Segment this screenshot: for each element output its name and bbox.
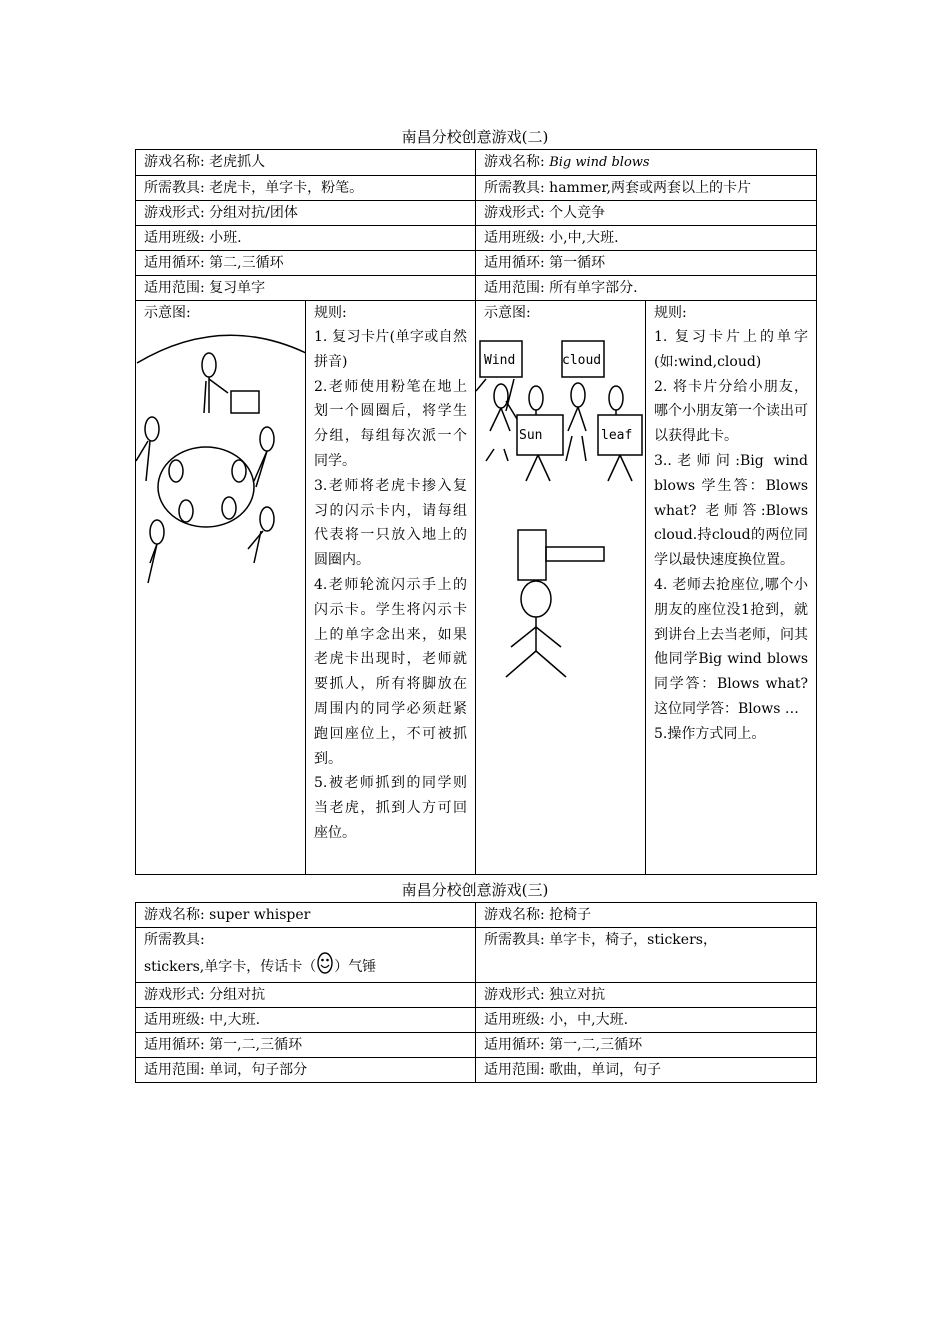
game1-rule-4: 4.老师轮流闪示手上的闪示卡。学生将闪示卡上的单字念出来，如果老虎卡出现时，老师就要抓人，所有将脚放在周围内的同学必须赶紧跑回座位上，不可被抓到。 [314, 576, 468, 767]
game4-materials: 所需教具: 单字卡，椅子，stickers， [476, 928, 817, 983]
game3-cycle: 适用循环: 第一,二,三循环 [136, 1033, 476, 1058]
card-sun-label: Sun [519, 428, 543, 443]
game2-rule-4: 4. 老师去抢座位,哪个小朋友的座位没1抢到，就到讲台上去当老师，问其他同学Big wind blows同学答：Blows what?这位同学答：Blows … [654, 576, 809, 717]
game2-name-value: Big wind blows [549, 155, 650, 170]
game1-materials: 所需教具: 老虎卡，单字卡，粉笔。 [136, 176, 476, 201]
game2-name: 游戏名称: Big wind blows [476, 150, 817, 176]
game1-rule-1: 1. 复习卡片(单字或自然拼音) [314, 329, 468, 370]
game1-form: 游戏形式: 分组对抗/团体 [136, 201, 476, 226]
game2-rule-1: 1. 复习卡片上的单字(如:wind,cloud) [654, 329, 809, 370]
game2-diagram-label: 示意图: [484, 305, 531, 321]
game1-class: 适用班级: 小班. [136, 226, 476, 251]
game1-rules-cell [306, 301, 476, 875]
game1-rule-5: 5.被老师抓到的同学则当老虎，抓到人方可回座位。 [314, 775, 468, 841]
game3-materials-label: 所需教具: [144, 932, 205, 948]
doc2-table [135, 902, 817, 1083]
game2-rules-label: 规则: [654, 305, 687, 321]
smiley-face-icon [316, 952, 334, 982]
game3-materials-items: stickers,单字卡，传话卡（ ）气锤 [144, 952, 467, 982]
game1-name: 游戏名称: 老虎抓人 [136, 150, 476, 176]
game1-diagram-cell [136, 301, 306, 875]
floor-circle [158, 447, 254, 527]
card-wind-label: Wind [484, 353, 516, 368]
game3-form: 游戏形式: 分组对抗 [136, 983, 476, 1008]
tiger-card [231, 391, 259, 413]
game4-scope: 适用范围: 歌曲，单词，句子 [476, 1058, 817, 1083]
card-leaf-label: leaf [601, 428, 633, 443]
game4-form: 游戏形式: 独立对抗 [476, 983, 817, 1008]
game3-class: 适用班级: 中,大班. [136, 1008, 476, 1033]
game3-materials [136, 928, 476, 983]
game4-name: 游戏名称: 抢椅子 [476, 903, 817, 928]
game2-rules [654, 325, 808, 747]
game3-scope: 适用范围: 单词，句子部分 [136, 1058, 476, 1083]
doc1-title: 南昌分校创意游戏(二) [401, 128, 549, 146]
game2-cycle: 适用循环: 第一循环 [476, 251, 817, 276]
card-cloud-label: cloud [562, 353, 602, 368]
game1-rule-2: 2.老师使用粉笔在地上划一个圆圈后，将学生分组，每组每次派一个同学。 [314, 378, 468, 469]
teacher-head [202, 353, 216, 377]
game1-diagram [136, 301, 306, 875]
game4-class: 适用班级: 小，中,大班. [476, 1008, 817, 1033]
game2-diagram-cell [476, 301, 646, 875]
game2-rule-3: 3..老师问:Big wind blows 学生答：Blows what? 老师答:Blows cloud.持cloud的两位同学以最快速度换位置。 [654, 452, 809, 569]
game2-rule-5: 5.操作方式同上。 [654, 725, 766, 742]
game2-class: 适用班级: 小,中,大班. [476, 226, 817, 251]
game4-cycle: 适用循环: 第一,二,三循环 [476, 1033, 817, 1058]
game1-diagram-label: 示意图: [144, 305, 191, 321]
game2-diagram [476, 301, 646, 875]
game1-scope: 适用范围: 复习单字 [136, 276, 476, 301]
game1-rule-3: 3.老师将老虎卡掺入复习的闪示卡内，请每组代表将一只放入地上的圆圈内。 [314, 477, 468, 569]
game1-rules [314, 325, 467, 846]
teacher-head [521, 581, 551, 617]
game3-name: 游戏名称: super whisper [136, 903, 476, 928]
game2-materials: 所需教具: hammer,两套或两套以上的卡片 [476, 176, 817, 201]
hammer-head [518, 530, 546, 580]
game1-rules-label: 规则: [314, 305, 347, 321]
hammer-handle [546, 547, 604, 561]
game2-scope: 适用范围: 所有单字部分. [476, 276, 817, 301]
game2-form: 游戏形式: 个人竞争 [476, 201, 817, 226]
ground-arc [137, 335, 306, 363]
game2-rule-2: 2. 将卡片分给小朋友，哪个小朋友第一个读出可以获得此卡。 [654, 378, 809, 445]
game1-cycle: 适用循环: 第二,三循环 [136, 251, 476, 276]
doc2-title: 南昌分校创意游戏(三) [401, 881, 549, 899]
game2-rules-cell [646, 301, 817, 875]
doc1-table [135, 149, 817, 875]
